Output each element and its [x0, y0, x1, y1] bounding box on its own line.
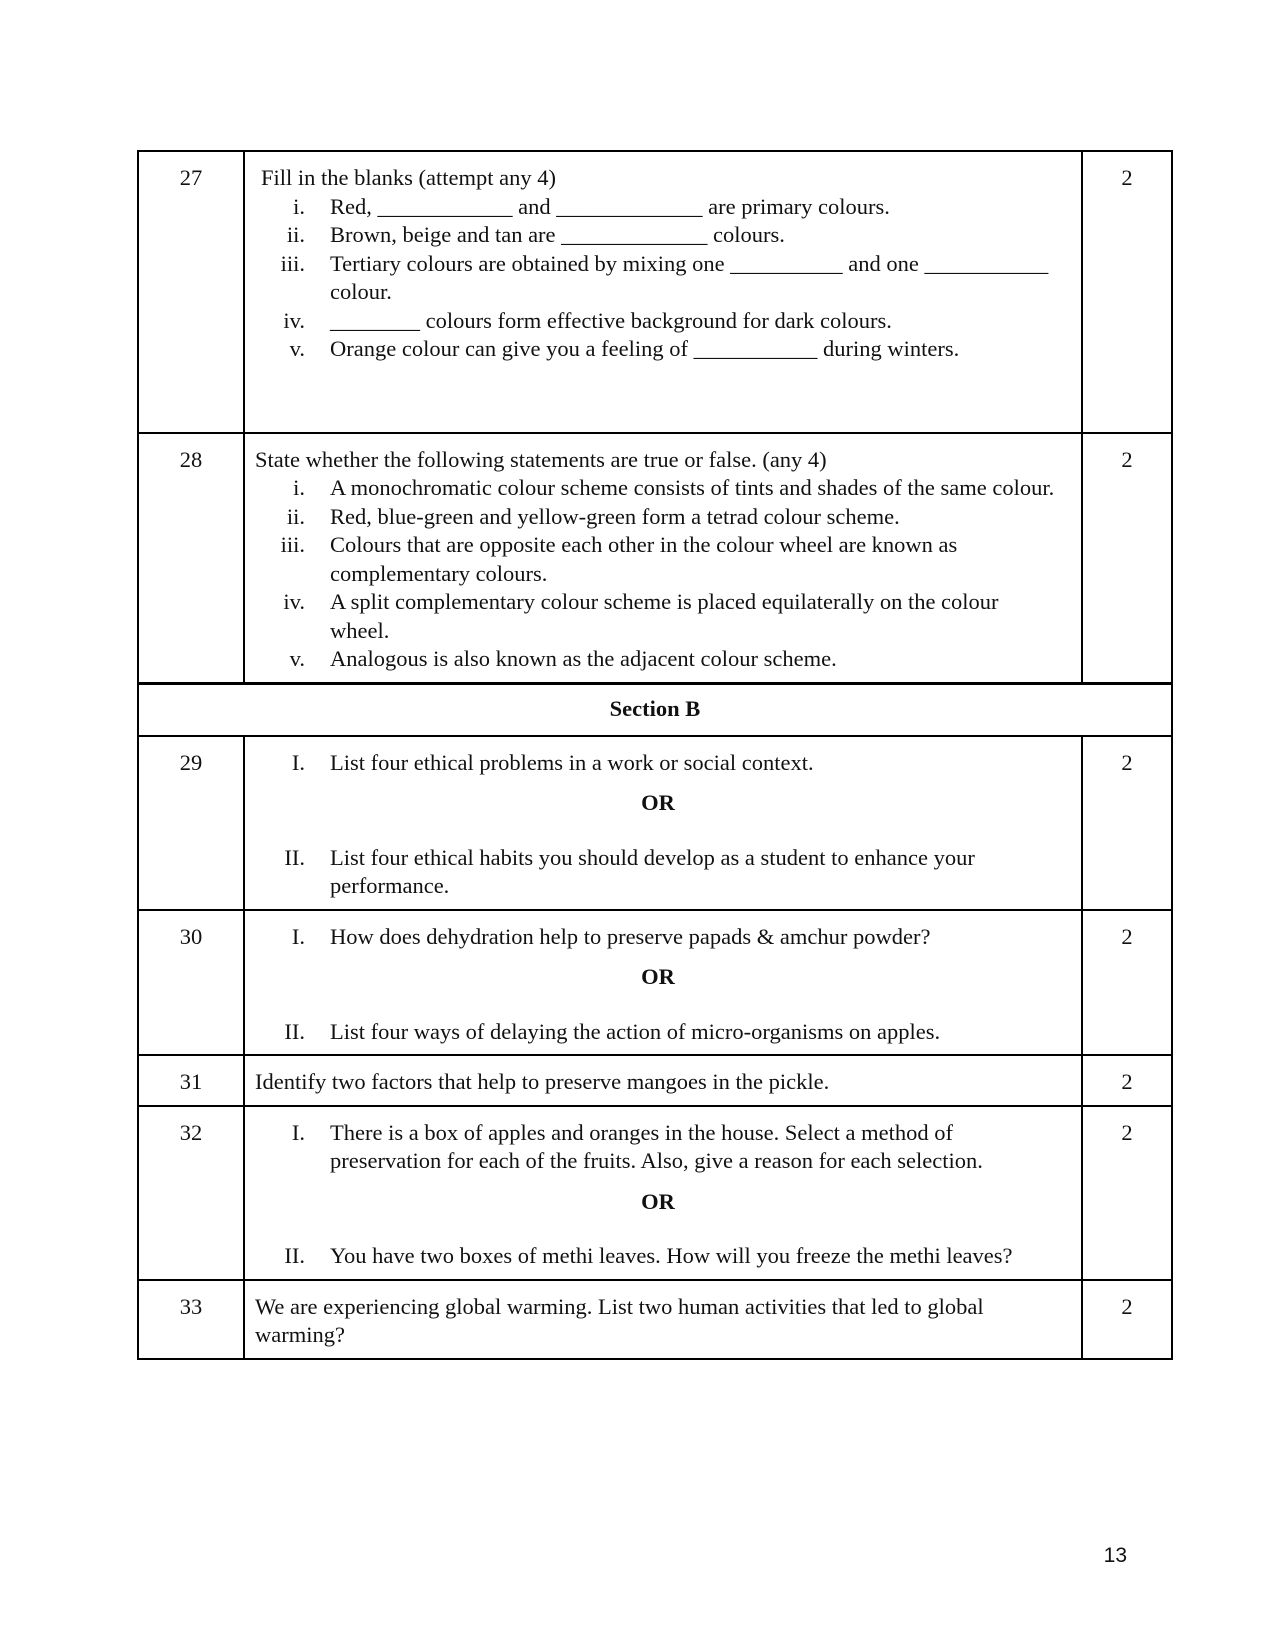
list-item	[255, 221, 1061, 250]
list-item	[255, 588, 1061, 645]
question-marks: 2	[1082, 736, 1172, 910]
question-number: 28	[138, 433, 244, 684]
or-label: OR	[641, 964, 675, 989]
list-item	[255, 844, 1061, 901]
list-item	[255, 335, 1061, 364]
question-row-33	[138, 1280, 1172, 1359]
item-numeral: I.	[291, 749, 305, 775]
item-text: How does dehydration help to preserve papads & amchur powder?	[330, 923, 931, 949]
question-body	[244, 433, 1082, 684]
question-row-29	[138, 736, 1172, 910]
item-text: Tertiary colours are obtained by mixing one __________ and one ___________ colour.	[330, 250, 1049, 304]
question-row-31	[138, 1055, 1172, 1106]
item-numeral: II.	[284, 844, 305, 870]
question-number: 33	[138, 1280, 244, 1359]
list-item	[255, 645, 1061, 674]
list-item	[255, 1242, 1061, 1271]
question-body	[244, 151, 1082, 433]
item-text: Analogous is also known as the adjacent colour scheme.	[330, 646, 837, 671]
or-label: OR	[641, 790, 675, 815]
question-number: 27	[138, 151, 244, 433]
item-text: A split complementary colour scheme is placed equilaterally on the colour wheel.	[330, 589, 999, 643]
question-row-28	[138, 433, 1172, 684]
item-numeral: iv.	[283, 307, 305, 333]
list-item	[255, 503, 1061, 532]
question-number: 29	[138, 736, 244, 910]
item-numeral: iii.	[280, 250, 305, 276]
list-item	[255, 1018, 1061, 1047]
item-numeral: II.	[284, 1018, 305, 1044]
question-number: 31	[138, 1055, 244, 1106]
item-numeral: iii.	[280, 532, 305, 557]
item-text: Red, ____________ and _____________ are primary colours.	[330, 193, 890, 219]
question-marks: 2	[1082, 433, 1172, 684]
item-text: Orange colour can give you a feeling of ___________ during winters.	[330, 336, 960, 361]
item-text: List four ways of delaying the action of micro-organisms on apples.	[330, 1018, 941, 1044]
question-body	[244, 1106, 1082, 1280]
question-marks: 2	[1082, 1055, 1172, 1106]
question-marks: 2	[1082, 1280, 1172, 1359]
list-item	[255, 531, 1061, 588]
list-item	[255, 1119, 1061, 1176]
question-row-27	[138, 151, 1172, 433]
item-text: List four ethical problems in a work or social context.	[330, 749, 814, 775]
item-text: List four ethical habits you should develop as a student to enhance your performance.	[330, 844, 975, 898]
item-text: Red, blue-green and yellow-green form a tetrad colour scheme.	[330, 503, 900, 529]
question-text: Identify two factors that help to preserve mangoes in the pickle.	[244, 1055, 1082, 1106]
list-item	[255, 923, 1061, 952]
list-item	[255, 307, 1061, 336]
or-label: OR	[641, 1188, 675, 1214]
question-number: 30	[138, 910, 244, 1056]
section-heading: Section B	[138, 683, 1172, 736]
page-number: 13	[1103, 1544, 1127, 1567]
item-numeral: i.	[293, 475, 305, 500]
question-table	[137, 150, 1173, 1360]
list-item	[255, 749, 1061, 778]
item-numeral: ii.	[286, 222, 305, 247]
question-items	[255, 193, 1061, 364]
item-text: You have two boxes of methi leaves. How will you freeze the methi leaves?	[330, 1243, 1013, 1268]
item-numeral: II.	[284, 1243, 305, 1268]
item-text: There is a box of apples and oranges in the house. Select a method of preservation for each of the fruits. Also, give a reason for each selection.	[330, 1119, 983, 1173]
item-text: A monochromatic colour scheme consists of tints and shades of the same colour.	[330, 475, 1055, 500]
item-text: Brown, beige and tan are _____________ colours.	[330, 222, 785, 247]
question-body	[244, 736, 1082, 910]
question-intro: Fill in the blanks (attempt any 4)	[261, 165, 556, 190]
list-item	[255, 250, 1061, 307]
question-row-32	[138, 1106, 1172, 1280]
question-marks: 2	[1082, 910, 1172, 1056]
question-marks: 2	[1082, 151, 1172, 433]
question-marks: 2	[1082, 1106, 1172, 1280]
question-items	[255, 474, 1061, 674]
question-text: We are experiencing global warming. List two human activities that led to global warming?	[244, 1280, 1082, 1359]
item-numeral: I.	[291, 923, 305, 949]
question-number: 32	[138, 1106, 244, 1280]
section-row	[138, 683, 1172, 736]
question-row-30	[138, 910, 1172, 1056]
item-numeral: iv.	[283, 589, 305, 614]
item-text: Colours that are opposite each other in the colour wheel are known as complementary colours.	[330, 532, 958, 586]
item-text: ________ colours form effective background for dark colours.	[330, 307, 892, 333]
list-item	[255, 474, 1061, 503]
item-numeral: v.	[289, 336, 305, 361]
question-intro: State whether the following statements are true or false. (any 4)	[255, 446, 827, 472]
item-numeral: I.	[291, 1119, 305, 1145]
item-numeral: ii.	[286, 503, 305, 529]
list-item	[255, 193, 1061, 222]
item-numeral: v.	[289, 646, 305, 671]
question-body	[244, 910, 1082, 1056]
item-numeral: i.	[293, 193, 305, 219]
